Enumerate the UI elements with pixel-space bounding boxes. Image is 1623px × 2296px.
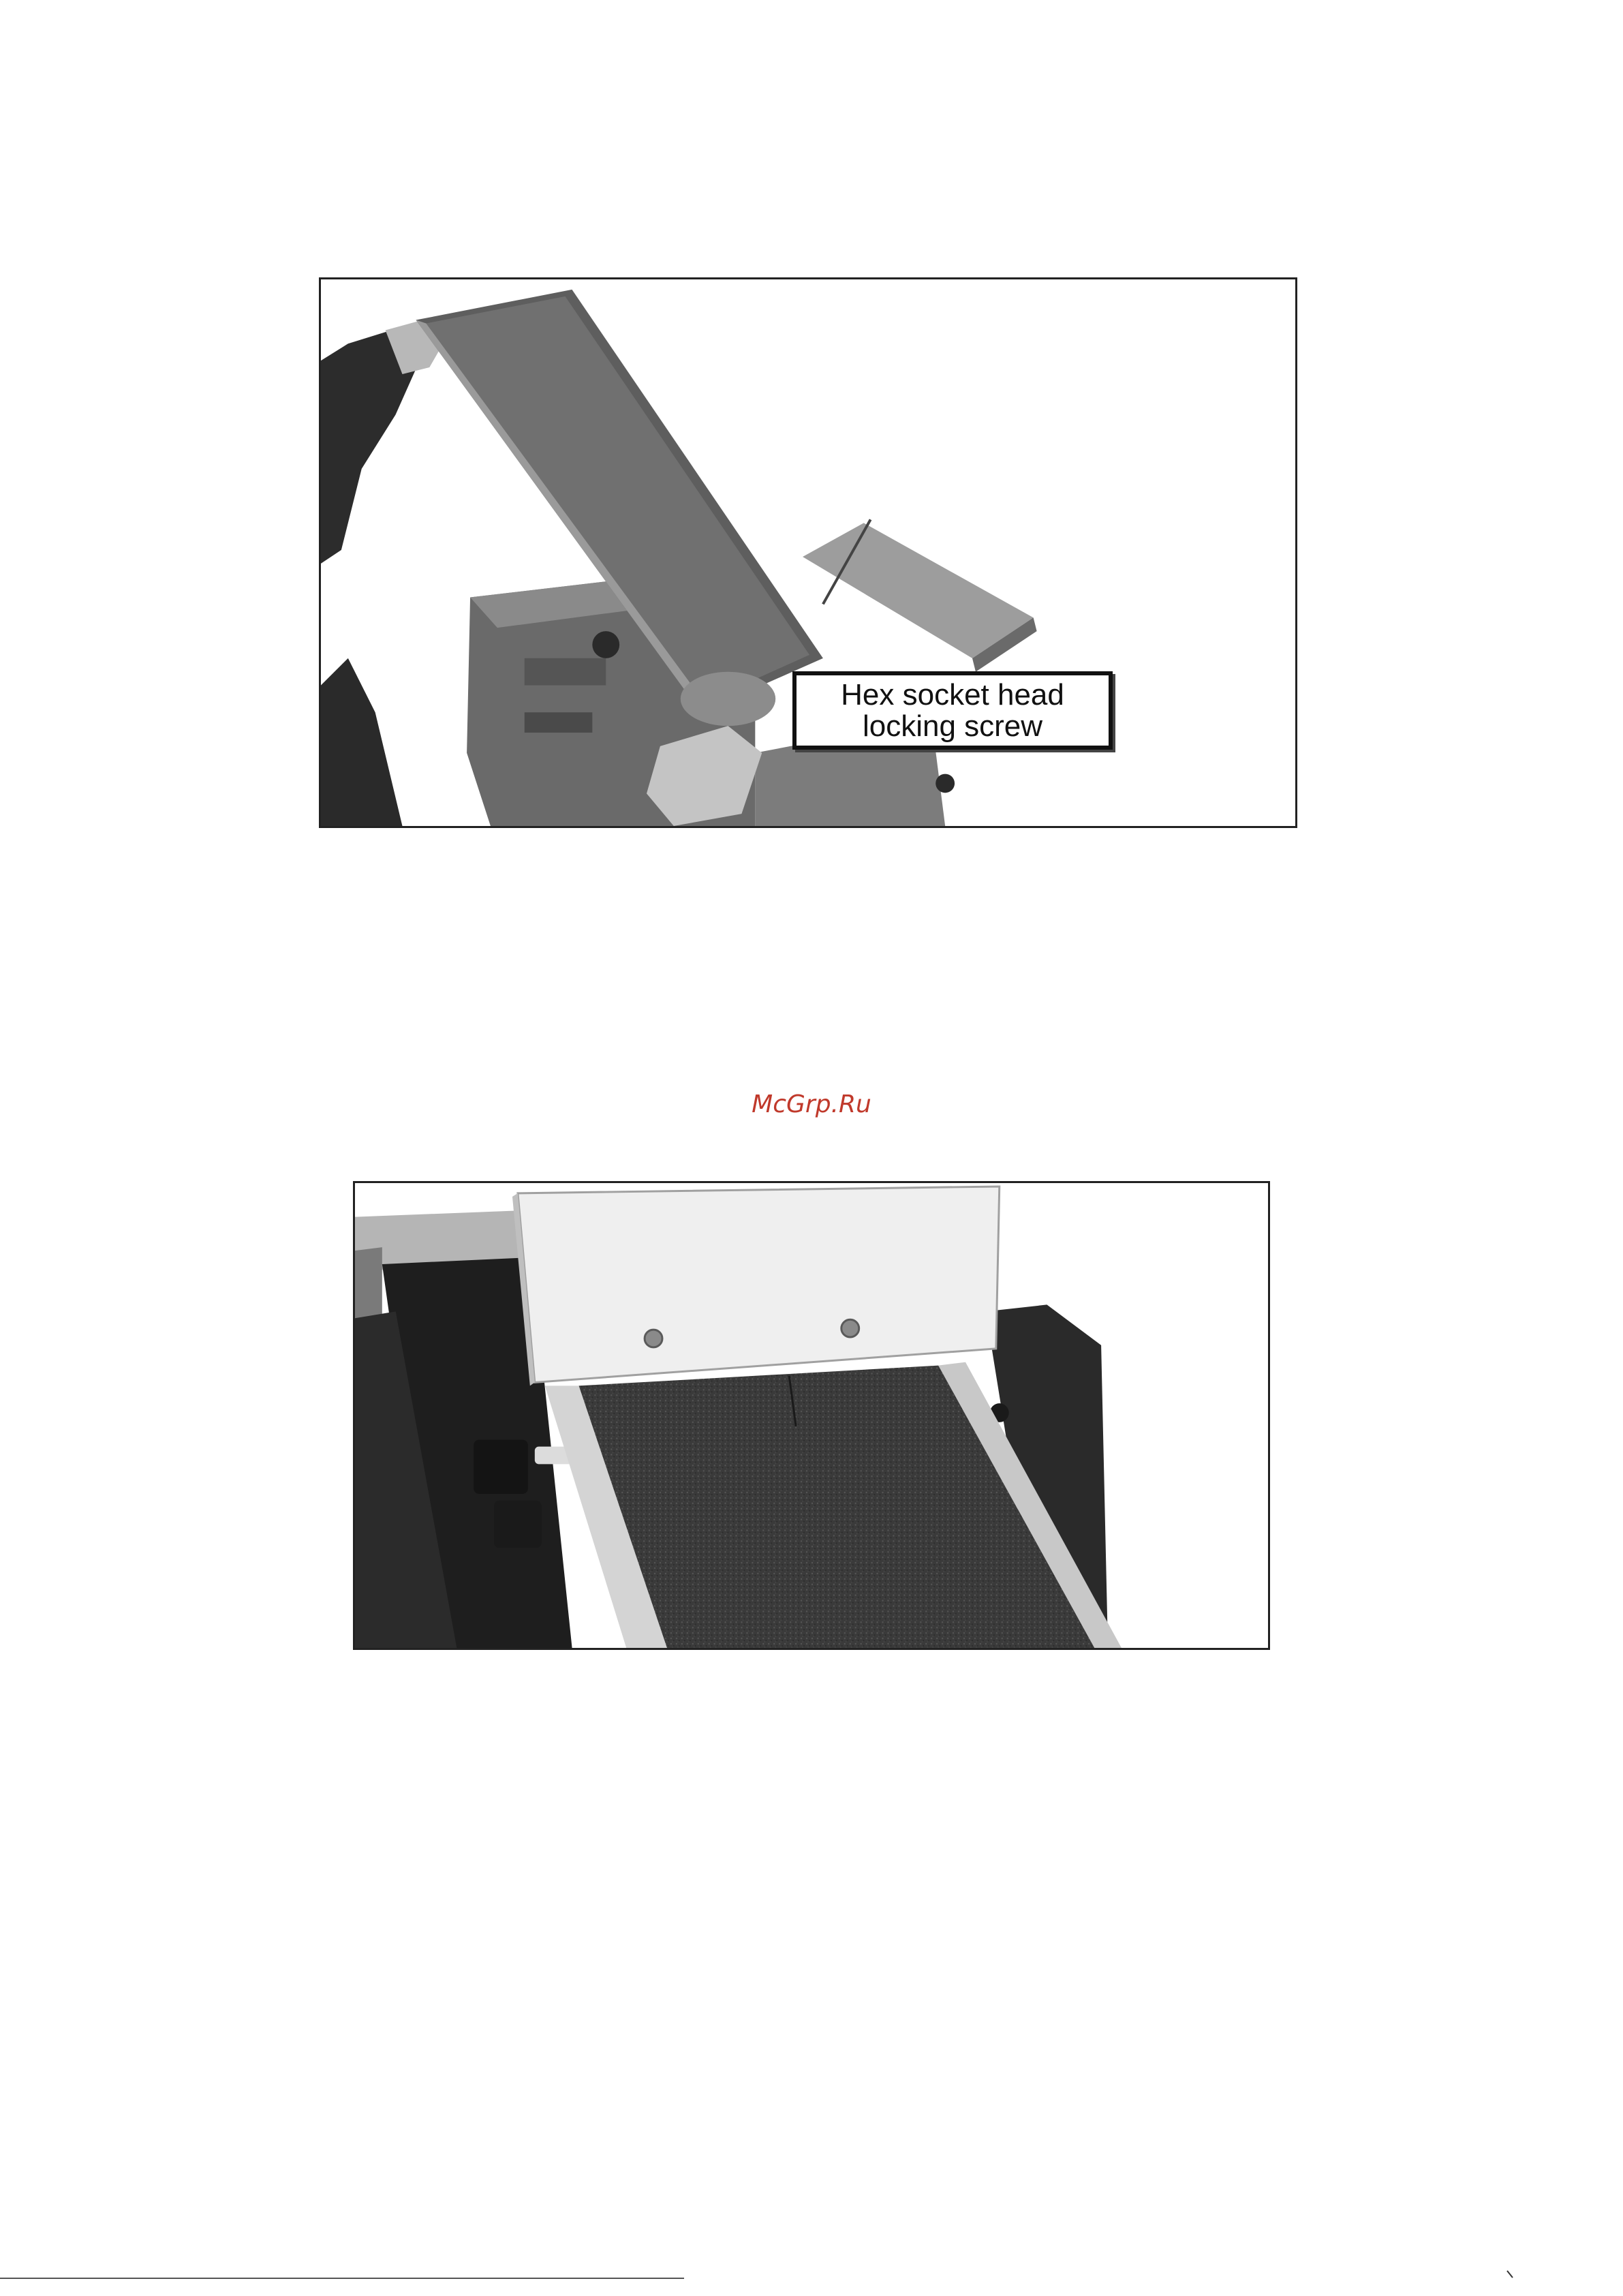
photo-sanding-belt-backstop (353, 1181, 1270, 1650)
callout-line-1: Hex socket head (841, 678, 1064, 711)
corner-mark-icon (1506, 2269, 1515, 2279)
watermark: McGrp.Ru (752, 1090, 871, 1118)
callout-line-2: locking screw (862, 709, 1043, 743)
photo-sanding-belt-backstop-image (355, 1183, 1268, 1648)
footer-rule (0, 2278, 684, 2279)
callout-hex-socket-screw (792, 671, 1113, 750)
